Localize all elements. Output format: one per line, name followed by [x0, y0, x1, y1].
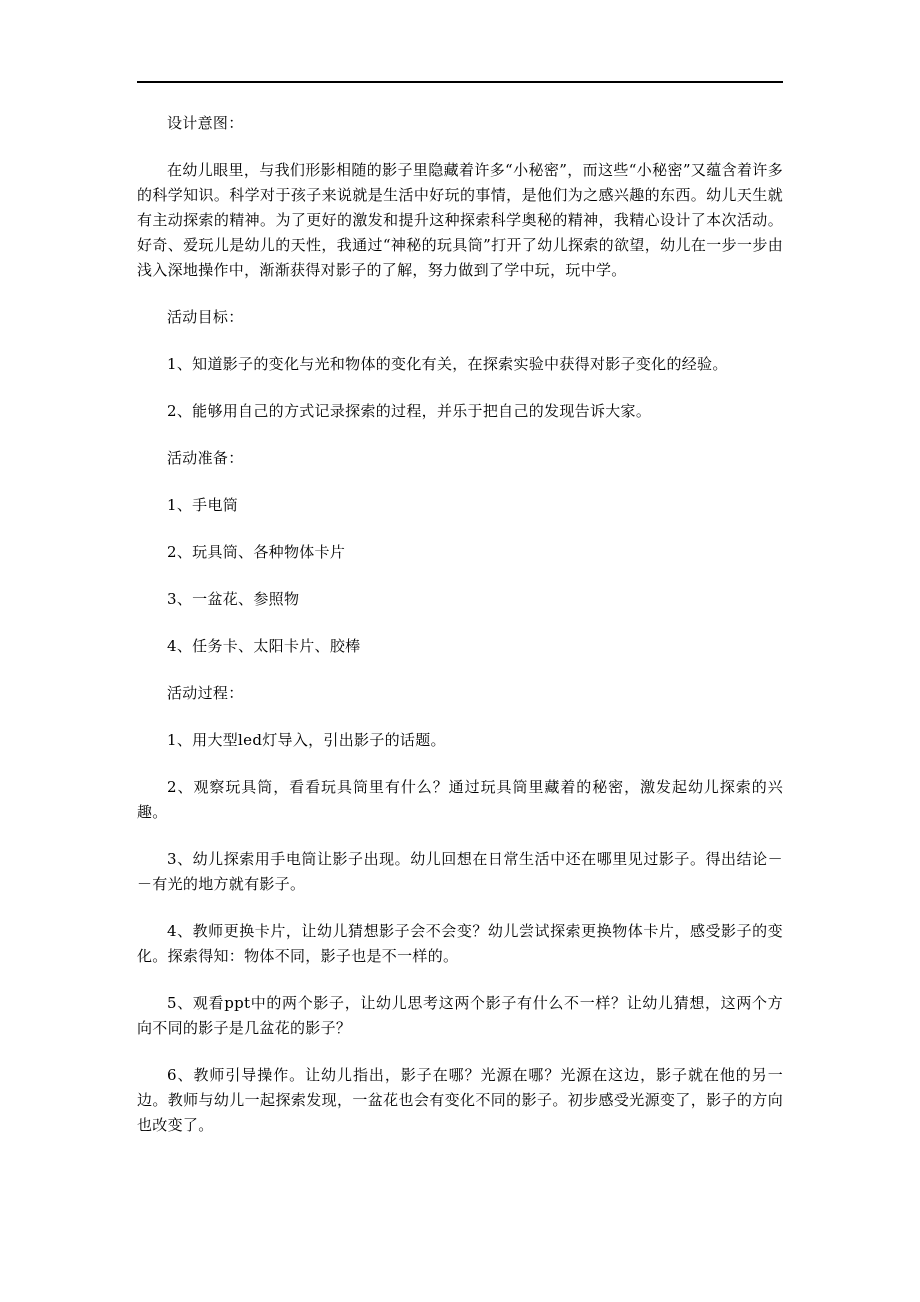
goal-item: 2、能够用自己的方式记录探索的过程，并乐于把自己的发现告诉大家。 [167, 402, 652, 420]
prep-item: 3、一盆花、参照物 [167, 590, 300, 608]
goal-item: 1、知道影子的变化与光和物体的变化有关，在探索实验中获得对影子变化的经验。 [167, 355, 728, 373]
process-heading: 活动过程： [167, 684, 244, 702]
design-heading: 设计意图： [167, 114, 244, 132]
process-item: 2、观察玩具筒，看看玩具筒里有什么？通过玩具筒里藏着的秘密，激发起幼儿探索的兴趣。 [137, 778, 783, 821]
process-item: 3、幼儿探索用手电筒让影子出现。幼儿回想在日常生活中还在哪里见过影子。得出结论－－有光的地方就有影子。 [137, 850, 783, 893]
process-item: 1、用大型led灯导入，引出影子的话题。 [167, 731, 446, 749]
prep-heading: 活动准备： [167, 449, 244, 467]
goals-heading: 活动目标： [167, 308, 244, 326]
process-item: 4、教师更换卡片，让幼儿猜想影子会不会变？幼儿尝试探索更换物体卡片，感受影子的变化。探索得知：物体不同，影子也是不一样的。 [137, 922, 783, 965]
prep-item: 4、任务卡、太阳卡片、胶棒 [167, 637, 361, 655]
prep-item: 1、手电筒 [167, 496, 239, 514]
prep-item: 2、玩具筒、各种物体卡片 [167, 543, 346, 561]
process-item: 5、观看ppt中的两个影子，让幼儿思考这两个影子有什么不一样？让幼儿猜想，这两个方向不同的影子是几盆花的影子？ [137, 994, 783, 1037]
process-item: 6、教师引导操作。让幼儿指出，影子在哪？光源在哪？光源在这边，影子就在他的另一边。教师与幼儿一起探索发现，一盆花也会有变化不同的影子。初步感受光源变了，影子的方向也改变了。 [137, 1066, 783, 1134]
design-paragraph: 在幼儿眼里，与我们形影相随的影子里隐藏着许多“小秘密”，而这些“小秘密”又蕴含着许多的科学知识。科学对于孩子来说就是生活中好玩的事情，是他们为之感兴趣的东西。幼儿天生就有主动探索的精神。为了更好的激发和提升这种探索科学奥秘的精神，我精心设计了本次活动。好奇、爱玩儿是幼儿的天性，我通过“神秘的玩具筒”打开了幼儿探索的欲望，幼儿在一步一步由浅入深地操作中，渐渐获得对影子的了解，努力做到了学中玩，玩中学。 [137, 161, 783, 279]
document-body [137, 111, 783, 1160]
header-rule [137, 81, 783, 83]
